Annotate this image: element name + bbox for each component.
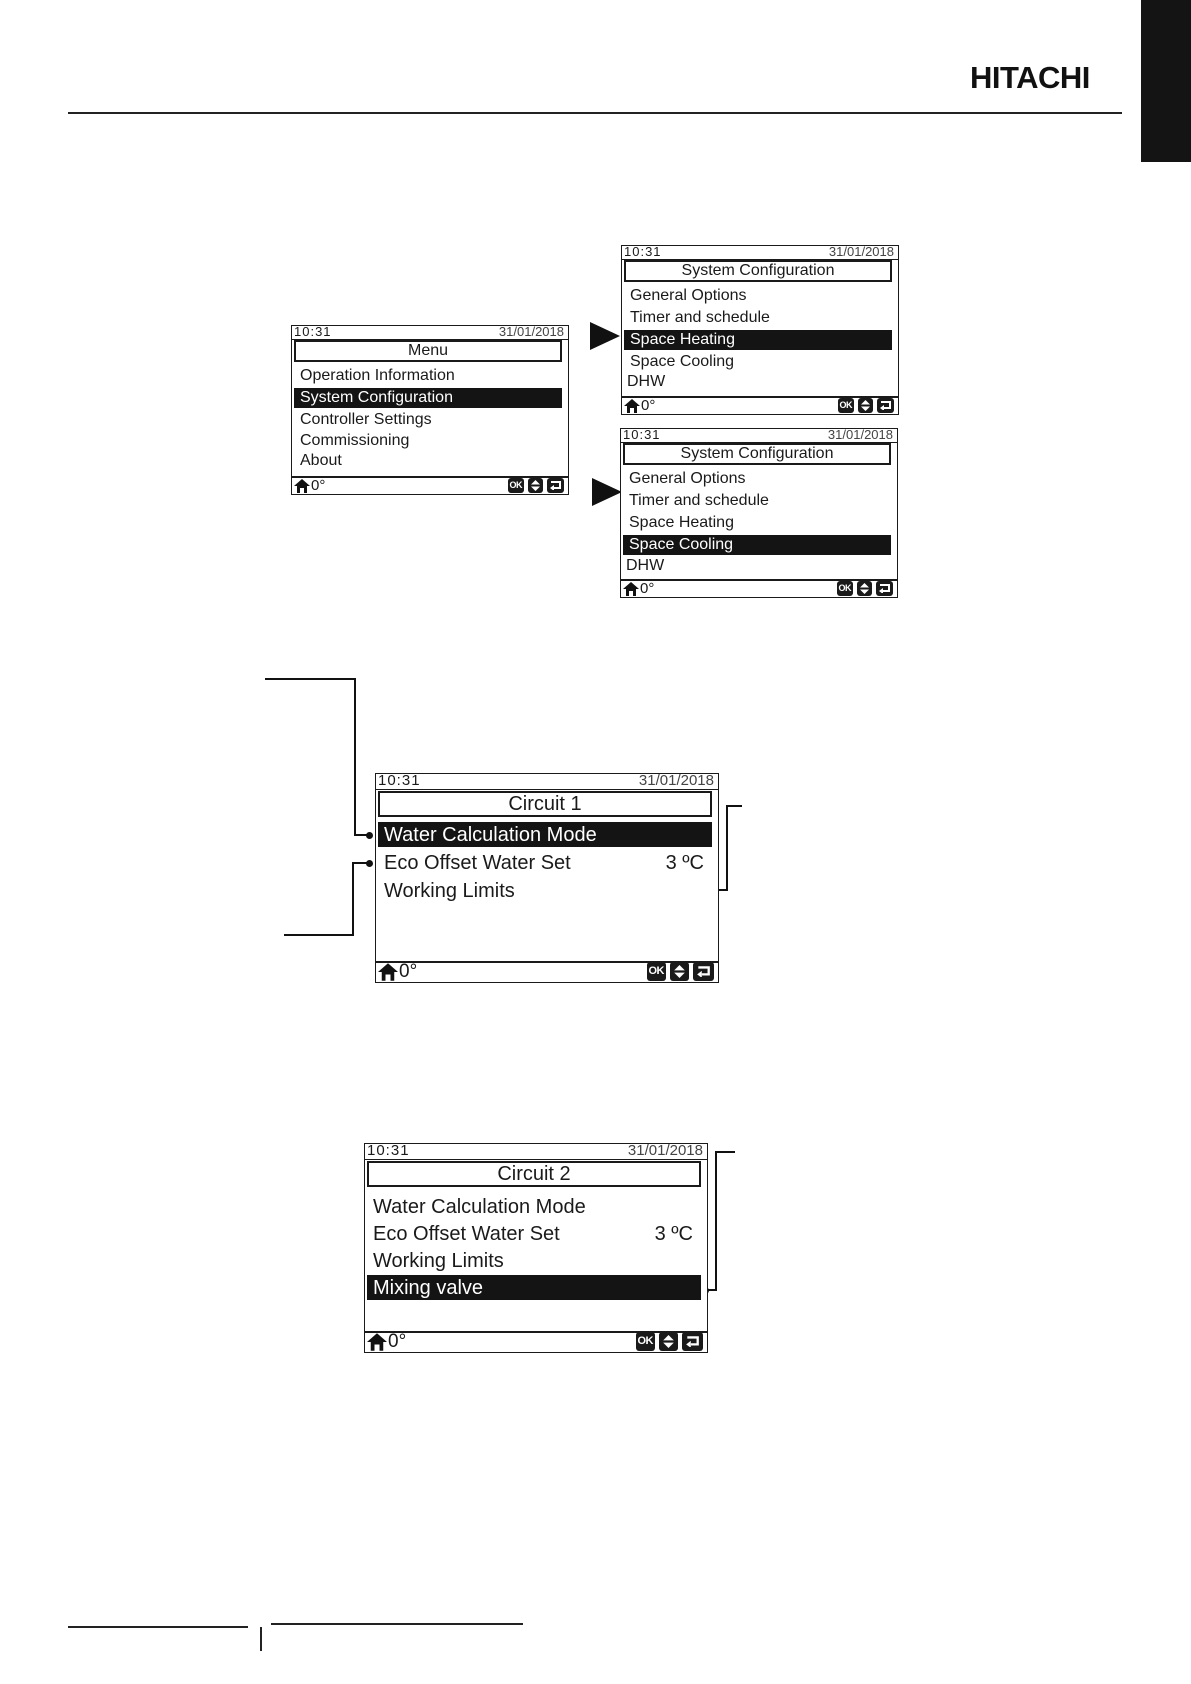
chapter-tab-marker — [1141, 0, 1191, 162]
button-legend — [838, 398, 895, 413]
menu-item-general-options[interactable]: General Options — [630, 287, 747, 304]
button-legend — [837, 581, 894, 596]
outdoor-temperature: 0° — [640, 580, 655, 597]
screen-title: Circuit 2 — [367, 1161, 701, 1187]
status-rule — [365, 1159, 707, 1160]
menu-item-dhw[interactable]: DHW — [627, 373, 666, 390]
status-bar — [624, 245, 894, 258]
home-icon — [367, 1333, 387, 1351]
menu-item-general-options[interactable]: General Options — [629, 470, 746, 487]
home-indicator — [623, 581, 654, 596]
clock-time: 10:31 — [294, 325, 332, 339]
clock-date: 31/01/2018 — [827, 428, 893, 442]
menu-item-space-heating[interactable]: Space Heating — [629, 514, 734, 531]
callout-line — [352, 864, 354, 936]
setting-value: 3 ºC — [654, 1222, 693, 1245]
ok-button-icon: OK — [508, 478, 525, 493]
callout-line — [284, 934, 354, 936]
callout-dot — [366, 832, 373, 839]
menu-item-working-limits[interactable]: Working Limits — [373, 1249, 504, 1272]
button-legend — [636, 1332, 704, 1351]
outdoor-temperature: 0° — [311, 477, 326, 494]
callout-line — [717, 1151, 735, 1153]
clock-time: 10:31 — [378, 773, 421, 789]
button-legend — [647, 962, 715, 981]
status-bar — [623, 428, 893, 441]
menu-item-timer-and-schedule[interactable]: Timer and schedule — [629, 492, 769, 509]
footer-divider — [260, 1627, 262, 1651]
menu-item-water-calculation-mode[interactable]: Water Calculation Mode — [378, 822, 712, 847]
return-icon — [693, 962, 714, 981]
footer-rule-right — [271, 1623, 523, 1625]
menu-item-dhw[interactable]: DHW — [626, 557, 665, 574]
setting-value: 3 ºC — [665, 851, 704, 874]
screen-footer — [623, 581, 893, 596]
menu-item-about[interactable]: About — [300, 452, 342, 469]
screen-footer — [367, 1332, 703, 1351]
callout-line — [726, 805, 728, 891]
status-rule — [376, 789, 718, 790]
status-bar — [378, 773, 714, 788]
ok-button-icon: OK — [636, 1332, 656, 1351]
triangle-right-icon — [592, 478, 622, 506]
return-icon — [682, 1332, 703, 1351]
lcd-system-configuration-heating — [621, 245, 899, 415]
callout-line — [726, 805, 742, 807]
menu-item-eco-offset-water-set[interactable]: Eco Offset Water Set 3 ºC — [384, 851, 704, 874]
menu-item-timer-and-schedule[interactable]: Timer and schedule — [630, 309, 770, 326]
button-legend — [508, 478, 565, 493]
clock-time: 10:31 — [624, 245, 662, 259]
menu-item-operation-information[interactable]: Operation Information — [300, 367, 455, 384]
clock-date: 31/01/2018 — [638, 773, 714, 789]
outdoor-temperature: 0° — [399, 961, 418, 982]
home-icon — [378, 963, 398, 981]
footer-rule-left — [68, 1626, 248, 1628]
ok-button-icon: OK — [647, 962, 667, 981]
home-indicator — [367, 1332, 406, 1351]
screen-title: Circuit 1 — [378, 791, 712, 817]
lcd-circuit-1-screen — [375, 773, 719, 983]
return-icon — [877, 398, 894, 413]
lcd-system-configuration-cooling — [620, 428, 898, 598]
clock-time: 10:31 — [367, 1143, 410, 1159]
ok-button-icon: OK — [838, 398, 855, 413]
clock-time: 10:31 — [623, 428, 661, 442]
up-down-icon — [857, 581, 872, 596]
screen-title: System Configuration — [623, 443, 891, 465]
menu-item-working-limits[interactable]: Working Limits — [384, 879, 515, 902]
lcd-menu-screen — [291, 325, 569, 495]
lcd-circuit-2-screen — [364, 1143, 708, 1353]
up-down-icon — [659, 1332, 678, 1351]
callout-line — [354, 678, 356, 836]
status-bar — [294, 325, 564, 338]
up-down-icon — [528, 478, 543, 493]
screen-footer — [378, 962, 714, 981]
header-rule — [68, 112, 1122, 114]
return-icon — [547, 478, 564, 493]
home-icon — [294, 479, 310, 493]
home-indicator — [294, 478, 325, 493]
status-bar — [367, 1143, 703, 1158]
clock-date: 31/01/2018 — [498, 325, 564, 339]
screen-footer — [294, 478, 564, 493]
home-indicator — [624, 398, 655, 413]
callout-dot — [366, 860, 373, 867]
ok-button-icon: OK — [837, 581, 854, 596]
home-icon — [624, 399, 640, 413]
menu-item-eco-offset-water-set[interactable]: Eco Offset Water Set 3 ºC — [373, 1222, 693, 1245]
outdoor-temperature: 0° — [388, 1331, 407, 1352]
screen-title: Menu — [294, 340, 562, 362]
screen-title: System Configuration — [624, 260, 892, 282]
menu-item-commissioning[interactable]: Commissioning — [300, 432, 410, 449]
menu-item-water-calculation-mode[interactable]: Water Calculation Mode — [373, 1195, 586, 1218]
outdoor-temperature: 0° — [641, 397, 656, 414]
menu-item-space-cooling[interactable]: Space Cooling — [623, 535, 891, 555]
up-down-icon — [670, 962, 689, 981]
callout-line — [715, 1151, 717, 1291]
home-icon — [623, 582, 639, 596]
menu-item-space-heating[interactable]: Space Heating — [624, 330, 892, 350]
menu-item-system-configuration[interactable]: System Configuration — [294, 388, 562, 408]
home-indicator — [378, 962, 417, 981]
up-down-icon — [858, 398, 873, 413]
menu-item-mixing-valve[interactable]: Mixing valve — [367, 1275, 701, 1300]
return-icon — [876, 581, 893, 596]
triangle-right-icon — [590, 322, 620, 350]
menu-item-controller-settings[interactable]: Controller Settings — [300, 411, 432, 428]
brand-logo: HITACHI — [970, 60, 1090, 95]
callout-line — [265, 678, 356, 680]
clock-date: 31/01/2018 — [627, 1143, 703, 1159]
clock-date: 31/01/2018 — [828, 245, 894, 259]
screen-footer — [624, 398, 894, 413]
menu-item-space-cooling[interactable]: Space Cooling — [630, 353, 735, 370]
